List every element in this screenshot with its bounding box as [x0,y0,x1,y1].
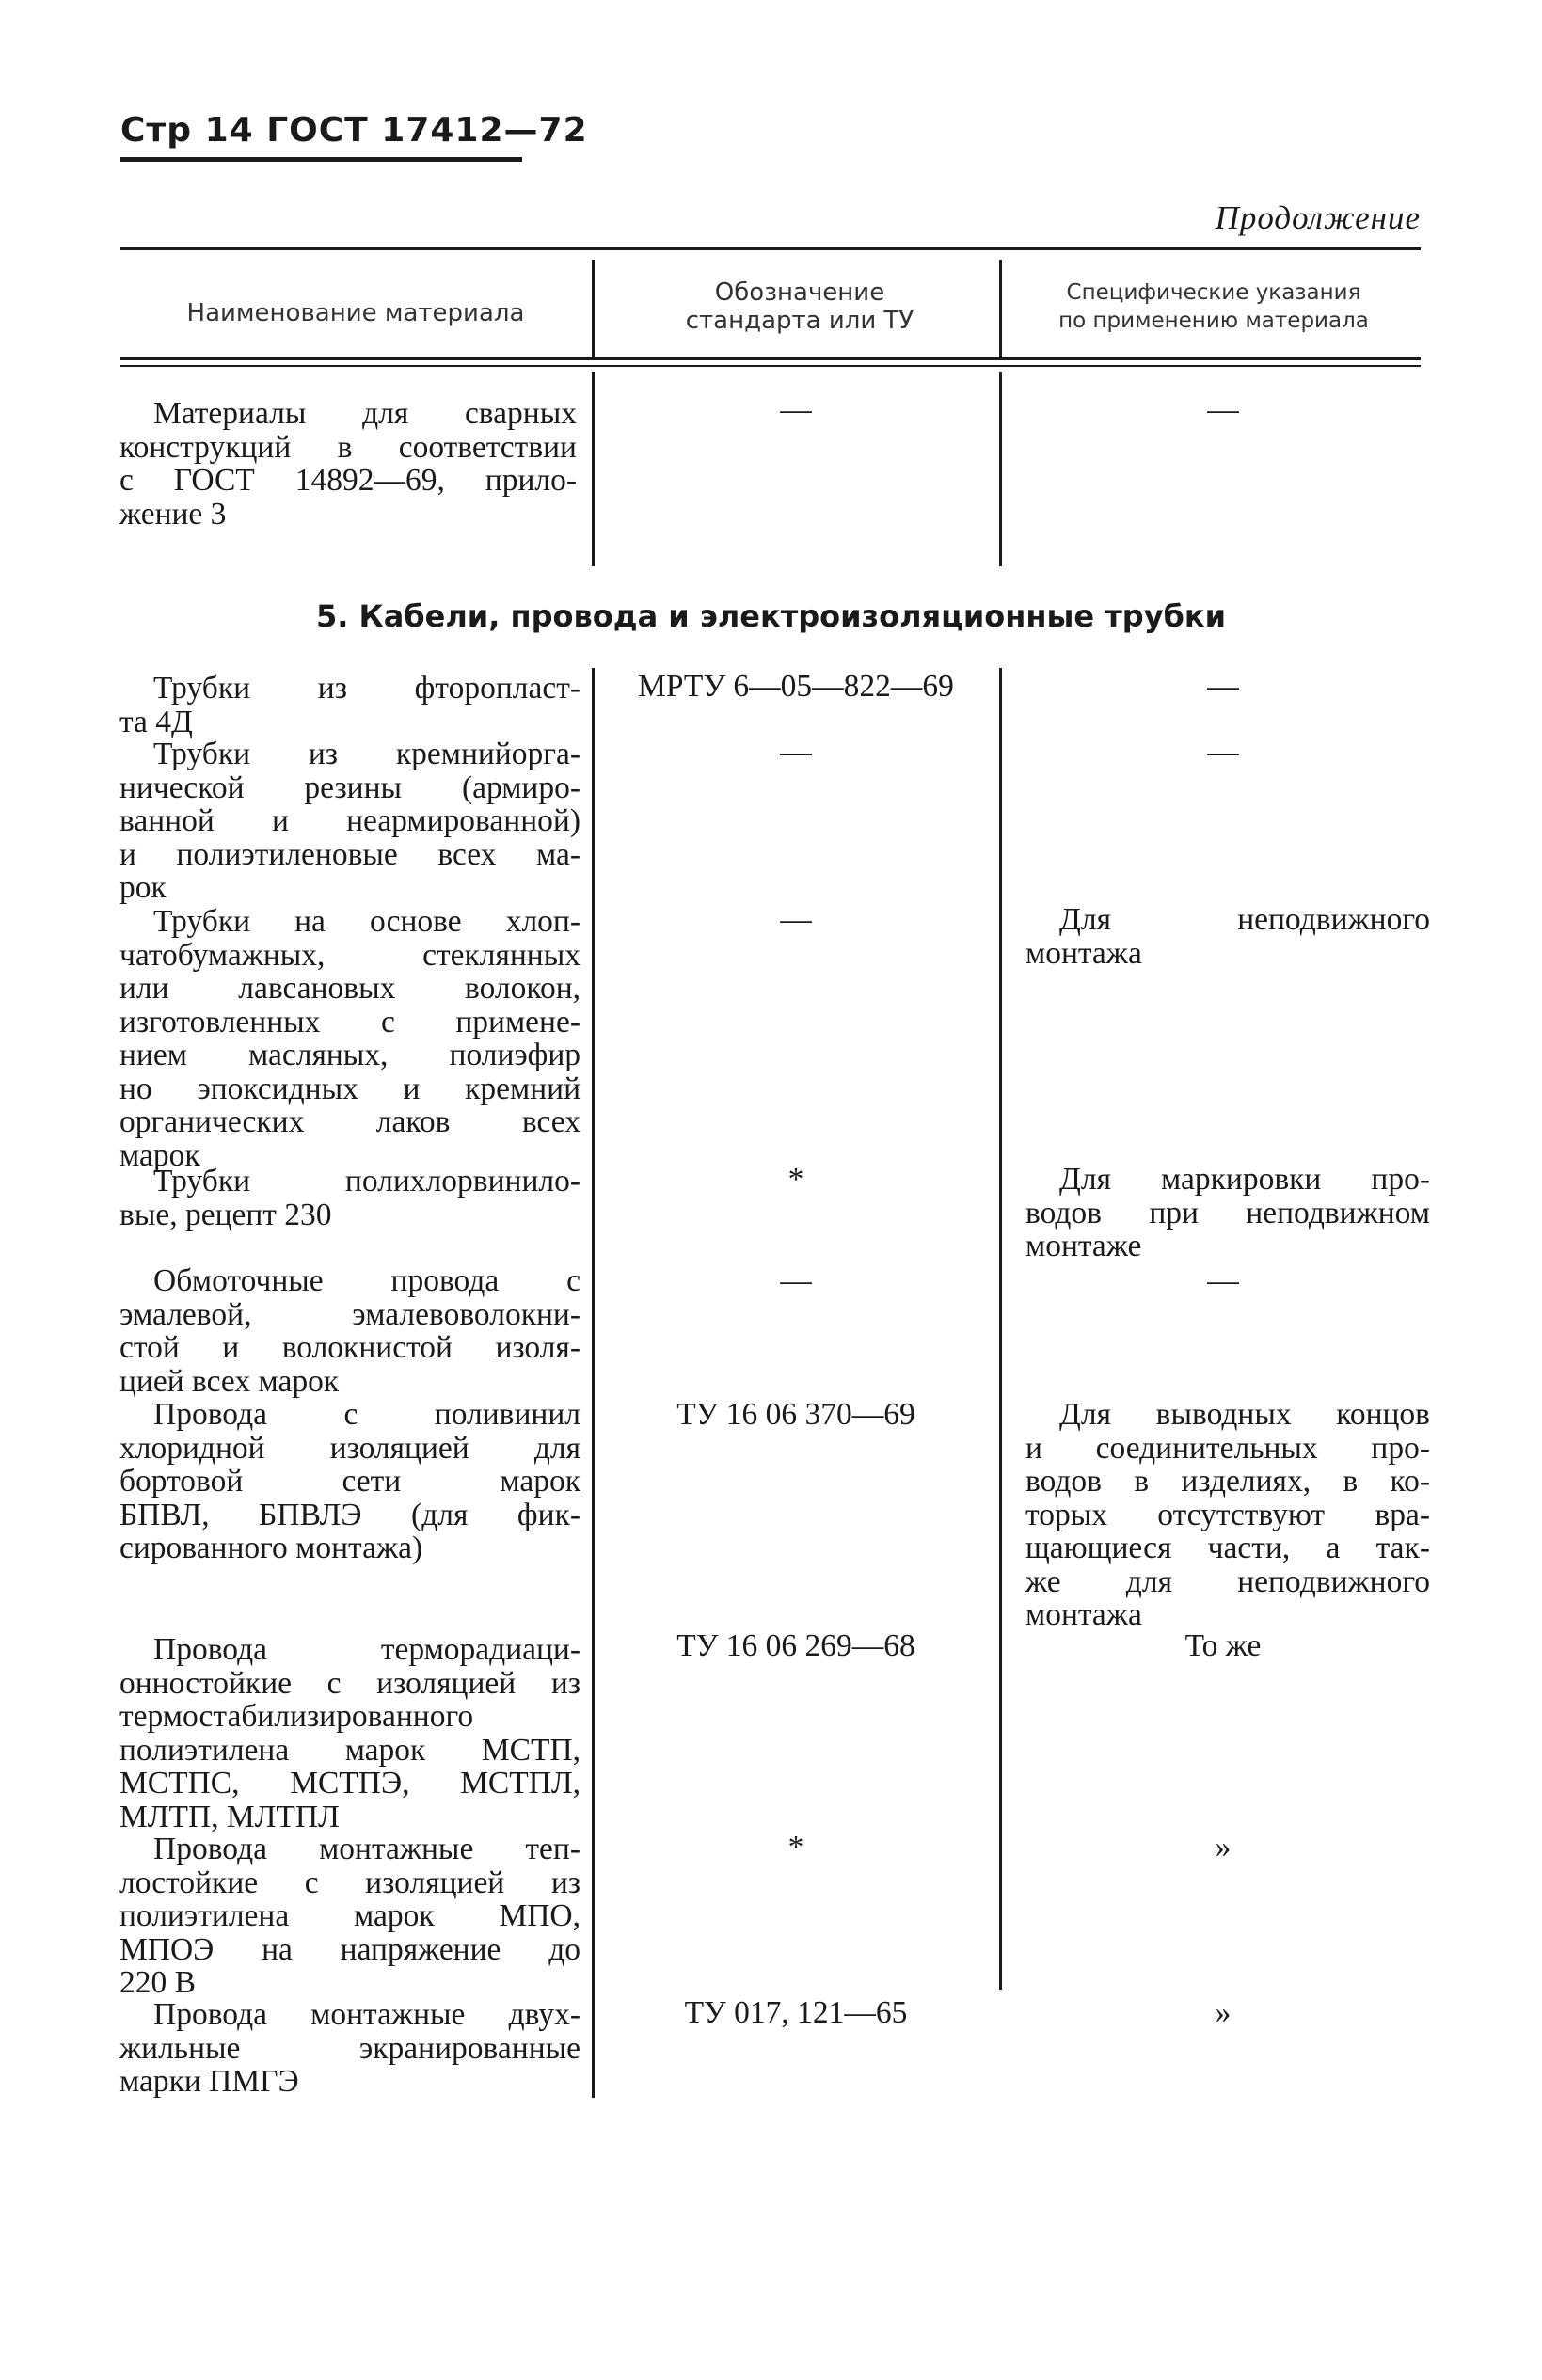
row-name-heat-wires [119,1832,580,2000]
row-name-line: Провода с поливинил [153,1397,580,1432]
row-name-winding-wires [119,1263,580,1399]
row-name-line: или лавсановых волокон, [119,971,580,1006]
col-header-notes-line1: Специфические указания [1066,280,1361,305]
row-std-winding-wires: — [780,1263,812,1298]
row-name-line: марки ПМГЭ [119,2064,299,2099]
row-name-line: цией всех марок [119,1363,340,1399]
row-name-shielded-wires [119,1997,580,2099]
row-name-line: нической резины (армиро- [119,770,580,805]
row-note-cotton-tubes [1025,903,1430,970]
continuation-label: Продолжение [1215,199,1421,236]
row-note-line: водов при неподвижном [1025,1195,1430,1230]
row-note-pvc-tubes [1025,1163,1430,1263]
row-name-cotton-tubes [119,904,580,1173]
row-name-ftoroplast [119,671,580,739]
row-std-pvc-wires: ТУ 16 06 370—69 [676,1397,915,1432]
col-divider-1-body [592,668,595,2098]
row-name-line: Обмоточные провода с [153,1263,580,1298]
table-head-rule-2 [120,365,1421,367]
row-std-silicone: — [780,735,812,770]
row-name-line: онностойкие с изоляцией из [119,1665,580,1701]
row-name-pvc-tubes [119,1164,580,1232]
row-name-line: ванной и неармированной) [119,803,580,838]
row-std-shielded-wires: ТУ 017, 121—65 [684,1995,908,2030]
row-std-radiation-wires: ТУ 16 06 269—68 [676,1628,915,1663]
row-note-line: монтажа [1025,935,1142,971]
row-name-line: Провода монтажные двух- [153,1997,580,2032]
row-name-line: полиэтилена марок МПО, [119,1898,580,1933]
col-divider-2-top [999,372,1002,566]
row-name-line: стой и волокнистой изоля- [119,1330,580,1365]
row-std-pvc-tubes: * [787,1162,804,1197]
row-note-welded: — [1207,392,1239,427]
row-std-heat-wires: * [787,1830,804,1864]
col-divider-2-body [999,668,1002,1990]
row-note-line: монтажа [1025,1597,1142,1632]
row-note-line: же для неподвижного [1025,1563,1430,1599]
table-head-rule [120,357,1421,360]
col-header-notes [1007,278,1421,335]
row-name-welded [119,396,577,532]
row-note-radiation-wires: То же [1184,1628,1262,1663]
row-note-winding-wires: — [1207,1263,1239,1298]
row-note-ftoroplast: — [1207,669,1239,704]
row-name-line: 220 В [119,1965,196,2000]
row-name-line: Трубки полихлорвинило- [153,1164,580,1198]
col-header-name: Наименование материала [186,299,525,327]
row-name-line: БПВЛ, БПВЛЭ (для фик- [119,1497,580,1532]
row-name-line: жильные экранированные [119,2030,580,2066]
row-std-ftoroplast: МРТУ 6—05—822—69 [638,669,954,704]
col-header-standard-line2: стандарта или ТУ [685,307,914,335]
header-underline [120,157,522,162]
row-name-line: нием масляных, полиэфир [119,1038,580,1072]
table-top-rule [120,247,1421,250]
row-name-line: и полиэтиленовые всех ма- [119,836,580,872]
row-name-line: эмалевой, эмалевоволокни- [119,1296,580,1332]
row-note-line: и соединительных про- [1025,1430,1430,1466]
row-name-line: лостойкие с изоляцией из [119,1864,580,1900]
row-name-line: бортовой сети марок [119,1464,580,1499]
col-divider-1-head [592,260,595,357]
row-name-line: жение 3 [119,496,227,532]
row-name-line: Материалы для сварных [153,396,577,431]
row-name-line: изготовленных с примене- [119,1004,580,1039]
row-name-silicone [119,737,580,905]
row-note-heat-wires: » [1215,1830,1232,1864]
row-name-line: вые, рецепт 230 [119,1197,332,1232]
col-divider-2-head [999,260,1002,357]
row-note-line: торых отсутствуют вра- [1025,1497,1430,1532]
row-name-line: та 4Д [119,704,193,739]
row-name-line: Трубки из кремнийорга- [153,737,580,771]
row-name-line: МЛТП, МЛТПЛ [119,1799,340,1834]
row-note-line: водов в изделиях, в ко- [1025,1464,1430,1499]
row-name-line: Провода монтажные теп- [153,1832,580,1866]
row-name-line: хлоридной изоляцией для [119,1430,580,1466]
row-name-line: МСТПС, МСТПЭ, МСТПЛ, [119,1766,580,1801]
row-name-line: чатобумажных, стеклянных [119,937,580,973]
row-name-line: термостабилизированного [119,1699,474,1734]
row-name-line: с ГОСТ 14892—69, прило- [119,463,577,498]
row-name-line: Трубки из фторопласт- [153,671,580,706]
col-divider-1-top [592,372,595,566]
row-note-pvc-wires [1025,1398,1430,1632]
row-name-line: рок [119,870,167,905]
row-name-pvc-wires [119,1397,580,1565]
row-name-line: но эпоксидных и кремний [119,1071,580,1106]
row-note-line: щающиеся части, а так- [1025,1531,1430,1565]
row-std-welded: — [780,392,812,427]
row-note-silicone: — [1207,735,1239,770]
row-name-line: полиэтилена марок МСТП, [119,1732,580,1768]
row-note-shielded-wires: » [1215,1995,1232,2030]
col-header-notes-line2: по применению материала [1058,309,1369,333]
row-note-line: Для неподвижного [1059,902,1430,937]
col-header-standard [602,278,997,335]
row-name-line: конструкций в соответствии [119,429,577,465]
row-name-line: Трубки на основе хлоп- [153,904,580,939]
row-name-line: органических лаков всех [119,1104,580,1139]
row-name-line: МПОЭ на напряжение до [119,1931,580,1967]
row-std-cotton-tubes: — [780,902,812,937]
row-note-line: монтаже [1025,1229,1142,1263]
row-name-radiation-wires [119,1632,580,1834]
row-name-line: Провода терморадиаци- [153,1632,580,1667]
col-header-standard-line1: Обозначение [714,278,885,307]
section-title: 5. Кабели, провода и электроизоляционные трубки [315,598,1227,634]
row-note-line: Для маркировки про- [1059,1162,1430,1197]
row-name-line: марок [119,1137,200,1173]
row-name-line: сированного монтажа) [119,1531,423,1565]
page-header: Стр 14 ГОСТ 17412—72 [120,111,588,150]
row-note-line: Для выводных концов [1059,1397,1430,1432]
